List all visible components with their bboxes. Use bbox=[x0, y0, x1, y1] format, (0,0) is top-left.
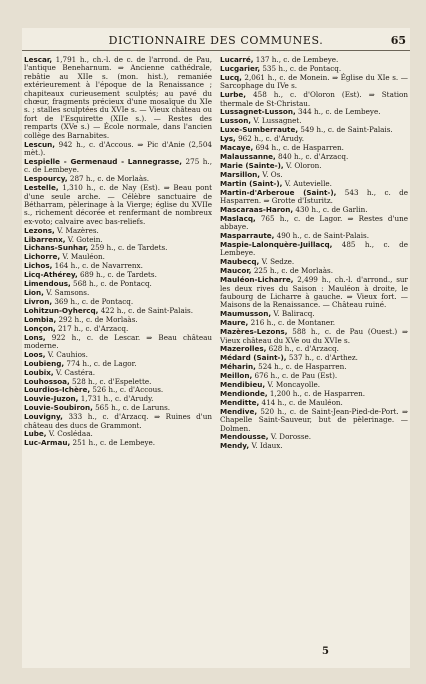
entry-text: 344 h., c. de Lembeye. bbox=[295, 107, 381, 117]
entry-headword: Loubix, bbox=[24, 367, 54, 377]
dictionary-entry bbox=[220, 91, 408, 108]
entry-headword: Lichos, bbox=[24, 261, 53, 271]
entry-headword: Marie (Sainte-), bbox=[220, 160, 284, 170]
entry-headword: Maspie-Lalonquère-Juillacq, bbox=[220, 240, 333, 250]
entry-headword: Limendous, bbox=[24, 279, 71, 289]
page-number: 65 bbox=[390, 34, 406, 47]
entry-text: 414 h., c. de Mauléon. bbox=[259, 397, 343, 407]
dictionary-entry bbox=[220, 74, 408, 91]
entry-text: 287 h., c. de Morlaàs. bbox=[67, 174, 150, 184]
entry-text: V. Oloron. bbox=[283, 160, 322, 170]
entry-headword: Lurbe, bbox=[220, 90, 246, 100]
entry-headword: Martin-d'Arberoue (Saint-), bbox=[220, 187, 337, 197]
entry-headword: Mendive, bbox=[220, 406, 258, 416]
entry-headword: Marsillon, bbox=[220, 169, 261, 179]
entry-headword: Lescar, bbox=[24, 55, 53, 64]
entry-headword: Lombia, bbox=[24, 314, 57, 324]
dictionary-entry bbox=[220, 276, 408, 310]
page-header bbox=[22, 32, 410, 51]
dictionary-entry bbox=[24, 334, 212, 351]
entry-headword: Lucarré, bbox=[220, 55, 254, 64]
entry-headword: Mendionde, bbox=[220, 388, 268, 398]
entry-text: V. Moncayolle. bbox=[265, 380, 321, 390]
entry-headword: Loos, bbox=[24, 349, 46, 359]
left-column bbox=[24, 56, 212, 448]
entry-text: V. Lussagnet. bbox=[251, 116, 302, 126]
entry-text: V. Sedze. bbox=[259, 257, 295, 267]
entry-text: V. Samsons. bbox=[43, 287, 90, 297]
entry-headword: Maucor, bbox=[220, 266, 252, 276]
dictionary-entry bbox=[220, 189, 408, 206]
entry-headword: Lichorre, bbox=[24, 252, 61, 262]
dictionary-entry bbox=[24, 158, 212, 175]
entry-text: 333 h., c. d'Arzacq. ⇒ Ruines d'un château des ducs de Grammont. bbox=[24, 412, 212, 430]
entry-headword: Meillon, bbox=[220, 371, 253, 381]
entry-headword: Lourdios-Ichère, bbox=[24, 385, 91, 395]
entry-headword: Martin (Saint-), bbox=[220, 178, 283, 188]
dictionary-entry bbox=[220, 408, 408, 433]
dictionary-entry bbox=[220, 215, 408, 232]
entry-text: 962 h., c. d'Arudy. bbox=[235, 134, 304, 144]
entry-text: 458 h., c. d'Oloron (Est). ⇒ Station thermale de St-Christau. bbox=[220, 90, 408, 108]
entry-text: 568 h., c. de Pontacq. bbox=[70, 279, 152, 289]
entry-headword: Lonçon, bbox=[24, 323, 56, 333]
entry-headword: Louvie-Juzon, bbox=[24, 394, 79, 404]
entry-text: 942 h., c. d'Accous. ⇒ Pic d'Anie (2,504 mèt.). bbox=[24, 139, 212, 157]
text-columns bbox=[22, 56, 410, 656]
entry-headword: Lucgarier, bbox=[220, 63, 261, 73]
entry-headword: Lons, bbox=[24, 332, 46, 342]
entry-text: V. Castéra. bbox=[53, 367, 96, 377]
entry-text: V. Dorosse. bbox=[268, 432, 312, 442]
entry-headword: Lescun, bbox=[24, 139, 55, 149]
entry-headword: Lussagnet-Lusson, bbox=[220, 107, 296, 117]
entry-text: 490 h., c. de Saint-Palais. bbox=[274, 231, 369, 241]
entry-headword: Licq-Athérey, bbox=[24, 270, 78, 280]
entry-text: V. Mazères. bbox=[54, 225, 99, 235]
entry-text: 369 h., c. de Pontacq. bbox=[52, 296, 134, 306]
entry-headword: Macaye, bbox=[220, 143, 254, 153]
entry-headword: Maubecq, bbox=[220, 257, 260, 267]
entry-text: 2,499 h., ch.-l. d'arrond., sur les deux rives du Saison : Mauléon à droite, le faubourg de Licharre à gauche. ⇒ Vieux fort. — Maisons de la Renaissance. — Château ruiné. bbox=[220, 275, 408, 310]
entry-headword: Maslacq, bbox=[220, 213, 256, 223]
dictionary-entry bbox=[24, 141, 212, 158]
entry-text: 526 h., c. d'Accous. bbox=[90, 385, 164, 395]
entry-headword: Louhossoa, bbox=[24, 376, 70, 386]
entry-text: 259 h., c. de Tardets. bbox=[88, 243, 168, 253]
entry-text: 543 h., c. de Hasparren. ⇒ Grotte d'Isturitz. bbox=[220, 187, 408, 205]
entry-text: 217 h., c. d'Arzacq. bbox=[55, 323, 129, 333]
dictionary-entry bbox=[24, 56, 212, 140]
entry-headword: Lion, bbox=[24, 287, 44, 297]
entry-headword: Luxe-Sumberraute, bbox=[220, 125, 299, 135]
entry-headword: Lespielle - Germenaud - Lannegrasse, bbox=[24, 156, 183, 166]
entry-headword: Menditte, bbox=[220, 397, 260, 407]
dictionary-entry bbox=[24, 184, 212, 226]
entry-text: 485 h., c. de Lembeye. bbox=[220, 240, 408, 258]
entry-text: 628 h., c. d'Arzacq. bbox=[266, 344, 339, 354]
entry-headword: Masparraute, bbox=[220, 231, 275, 241]
entry-headword: Lucq, bbox=[220, 72, 242, 82]
dictionary-entry bbox=[24, 439, 212, 447]
entry-text: 565 h., c. de Laruns. bbox=[92, 403, 171, 413]
entry-text: 1,731 h., c. d'Arudy. bbox=[78, 394, 154, 404]
entry-text: 292 h., c. de Morlaàs. bbox=[56, 314, 138, 324]
entry-headword: Lespourcy, bbox=[24, 174, 68, 184]
entry-text: 1,200 h., c. de Hasparren. bbox=[267, 388, 366, 398]
entry-headword: Mendy, bbox=[220, 441, 250, 451]
entry-text: V. Baliracq. bbox=[271, 309, 315, 319]
entry-text: V. Os. bbox=[260, 169, 283, 179]
entry-text: 676 h., c. de Pau (Est). bbox=[252, 371, 338, 381]
entry-text: 137 h., c. de Lembeye. bbox=[253, 55, 339, 64]
entry-text: V. Gotein. bbox=[65, 234, 103, 244]
entry-text: 422 h., c. de Saint-Palais. bbox=[98, 305, 194, 315]
entry-headword: Lichans-Sunhar, bbox=[24, 243, 89, 253]
entry-headword: Lestelle, bbox=[24, 183, 59, 193]
entry-headword: Luc-Armau, bbox=[24, 438, 71, 448]
entry-headword: Mascaraas-Haron, bbox=[220, 204, 294, 214]
entry-headword: Louvie-Soubiron, bbox=[24, 403, 93, 413]
entry-headword: Médard (Saint-), bbox=[220, 353, 287, 363]
dictionary-entry bbox=[220, 442, 408, 450]
entry-text: 765 h., c. de Lagor. ⇒ Restes d'une abbaye. bbox=[220, 213, 408, 232]
entry-text: 164 h., c. de Navarrenx. bbox=[52, 261, 143, 271]
entry-headword: Mauléon-Licharre, bbox=[220, 275, 294, 285]
right-column bbox=[220, 56, 408, 451]
dictionary-entry bbox=[220, 328, 408, 345]
entry-text: 1,310 h., c. de Nay (Est). ⇒ Beau pont d'une seule arche. — Célèbre sanctuaire de Bétharram, pèlerinage à la Vierge; église du XVIIe s., richement décorée et renfermant de nombreux ex-voto; calvaire avec bas-reliefs. bbox=[24, 183, 212, 226]
entry-text: 689 h., c. de Tardets. bbox=[77, 270, 157, 280]
entry-text: V. Autevielle. bbox=[282, 178, 332, 188]
entry-text: V. Coslédaa. bbox=[46, 429, 93, 439]
entry-text: 840 h., c. d'Arzacq. bbox=[275, 151, 349, 161]
book-page bbox=[22, 28, 410, 668]
entry-text: 588 h., c. de Pau (Ouest.) ⇒ Vieux château du XVe ou du XVIe s. bbox=[220, 327, 408, 345]
entry-headword: Méharin, bbox=[220, 362, 256, 372]
entry-headword: Lys, bbox=[220, 134, 236, 144]
entry-headword: Mazerolles, bbox=[220, 344, 267, 354]
entry-text: 2,061 h., c. de Monein. ⇒ Église du XIe s. — Sarcophage du IVe s. bbox=[220, 72, 408, 91]
entry-text: 520 h., c. de Saint-Jean-Pied-de-Port. ⇒ Chapelle Saint-Sauveur, but de pèlerinage. — Dolmen. bbox=[220, 406, 408, 433]
entry-text: 275 h., c. de Lembeye. bbox=[24, 156, 212, 175]
entry-headword: Loubieng, bbox=[24, 358, 65, 368]
entry-headword: Libarrenx, bbox=[24, 234, 66, 244]
entry-headword: Louvigny, bbox=[24, 412, 63, 422]
entry-text: V. Mauléon. bbox=[60, 252, 105, 262]
dictionary-entry bbox=[220, 241, 408, 258]
entry-text: 225 h., c. de Morlaàs. bbox=[251, 266, 334, 276]
entry-text: 535 h., c. de Pontacq. bbox=[260, 63, 342, 73]
entry-headword: Maumusson, bbox=[220, 309, 272, 319]
entry-headword: Mazères-Lezons, bbox=[220, 327, 288, 337]
entry-headword: Mendibieu, bbox=[220, 380, 266, 390]
entry-text: 1,791 h., ch.-l. de c. de l'arrond. de Pau, l'antique Beneharnum. ⇒ Ancienne cathédrale, rebâtie au XIIe s. (mon. hist.), remaniée extérieurement à l'époque de la Renaissance ; chapiteaux curieusement sculptés; au pavé du chœur, fragments précieux d'une mosaïque du XIe s. ; stalles sculptées du XVIe s. — Vieux château ou fort de l'Esquirette (XIIe s.). — Restes des remparts (XVe s.) — École normale, dans l'ancien collège des Barnabites. bbox=[24, 55, 212, 140]
entry-text: 524 h., c. de Hasparren. bbox=[255, 362, 347, 372]
entry-headword: Malaussanne, bbox=[220, 151, 276, 161]
entry-text: V. Idaux. bbox=[249, 441, 283, 451]
entry-text: 430 h., c. de Garlin. bbox=[293, 204, 368, 214]
signature-mark: 5 bbox=[322, 646, 329, 657]
entry-text: 528 h., c. d'Espelette. bbox=[69, 376, 152, 386]
entry-text: V. Cauhios. bbox=[45, 349, 88, 359]
entry-text: 694 h., c. de Hasparren. bbox=[253, 143, 344, 153]
entry-headword: Mendousse, bbox=[220, 432, 269, 442]
entry-headword: Lezons, bbox=[24, 225, 55, 235]
entry-headword: Maure, bbox=[220, 318, 249, 328]
entry-headword: Lube, bbox=[24, 429, 47, 439]
dictionary-entry bbox=[24, 413, 212, 430]
entry-text: 922 h., c. de Lescar. ⇒ Beau château moderne. bbox=[24, 332, 212, 350]
entry-headword: Lusson, bbox=[220, 116, 252, 126]
entry-text: 537 h., c. d'Arthez. bbox=[286, 353, 358, 363]
entry-text: 774 h., c. de Lagor. bbox=[64, 358, 137, 368]
entry-text: 251 h., c. de Lembeye. bbox=[70, 438, 156, 448]
running-title: DICTIONNAIRE DES COMMUNES. bbox=[108, 34, 324, 47]
entry-text: 216 h., c. de Montaner. bbox=[248, 318, 336, 328]
entry-headword: Lohitzun-Oyhercq, bbox=[24, 305, 99, 315]
entry-headword: Livron, bbox=[24, 296, 53, 306]
entry-text: 549 h., c. de Saint-Palais. bbox=[298, 125, 393, 135]
